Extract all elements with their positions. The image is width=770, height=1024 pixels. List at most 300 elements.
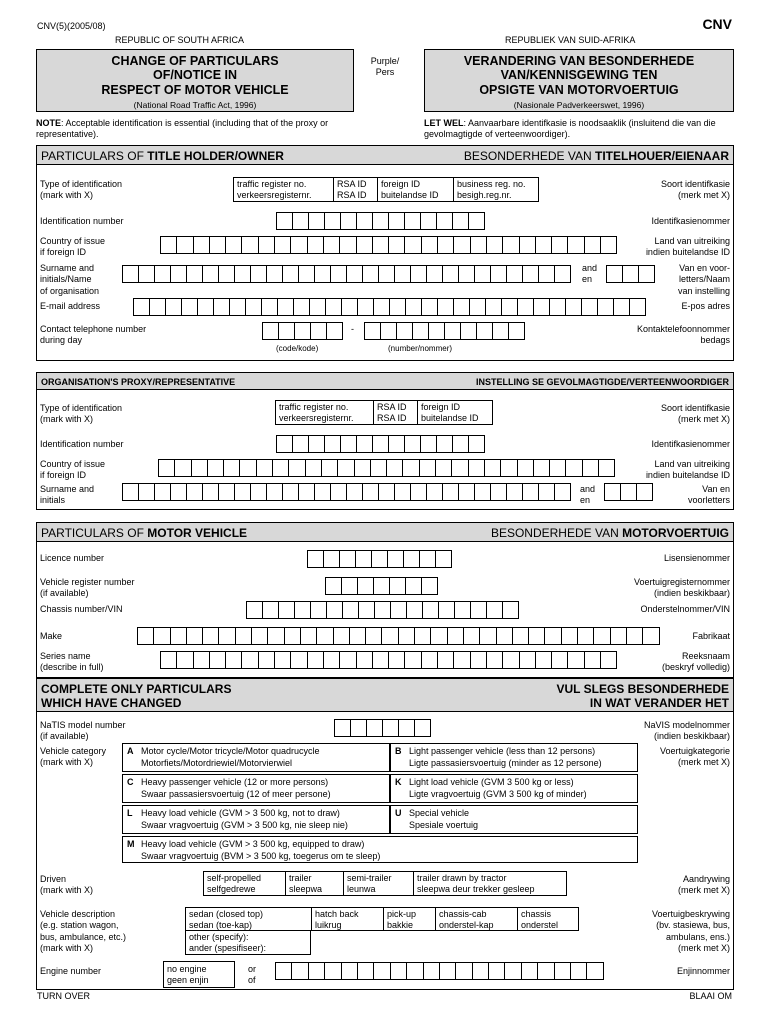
char-cell[interactable] [578,627,594,645]
char-cell[interactable] [242,651,258,669]
char-cell[interactable] [355,459,371,477]
proxy-id-option-traffic[interactable]: traffic register no. verkeersregisternr. [276,401,374,424]
char-cell[interactable] [389,435,405,453]
char-cell[interactable] [246,298,262,316]
char-cell[interactable] [325,212,341,230]
char-cell[interactable] [322,459,338,477]
char-cell[interactable] [459,483,475,501]
owner-id-option-foreign[interactable]: foreign ID buitelandse ID [378,178,454,201]
char-cell[interactable] [469,212,485,230]
driven-option-semi[interactable]: semi-trailer leunwa [344,872,414,895]
char-cell[interactable] [309,962,325,980]
char-cell[interactable] [342,962,358,980]
char-cell[interactable] [247,601,263,619]
char-cell[interactable] [464,627,480,645]
char-cell[interactable] [240,459,256,477]
char-cell[interactable] [406,298,422,316]
char-cell[interactable] [566,298,582,316]
char-cell[interactable] [415,627,431,645]
chassis-number-field[interactable] [246,601,519,619]
char-cell[interactable] [507,265,523,283]
proxy-id-number-field[interactable] [276,435,485,453]
char-cell[interactable] [388,550,404,568]
char-cell[interactable] [294,298,310,316]
char-cell[interactable] [327,601,343,619]
owner-phone-code-field[interactable] [262,322,343,340]
char-cell[interactable] [623,265,639,283]
char-cell[interactable] [291,651,307,669]
proxy-country-field[interactable] [158,459,615,477]
char-cell[interactable] [387,459,403,477]
char-cell[interactable] [422,577,438,595]
category-l[interactable]: L Heavy load vehicle (GVM > 3 500 kg, not to draw) Swaar vragvoertuig (GVM > 3 500 kg, nie sleep nie) [122,805,390,834]
char-cell[interactable] [427,265,443,283]
char-cell[interactable] [505,962,521,980]
char-cell[interactable] [381,322,397,340]
licence-number-field[interactable] [307,550,452,568]
char-cell[interactable] [491,265,507,283]
desc-option-other[interactable]: other (specify): ander (spesifiseer): [185,931,311,955]
char-cell[interactable] [470,298,486,316]
char-cell[interactable] [621,483,637,501]
char-cell[interactable] [585,651,601,669]
char-cell[interactable] [299,265,315,283]
char-cell[interactable] [334,627,350,645]
char-cell[interactable] [263,601,279,619]
char-cell[interactable] [257,459,273,477]
char-cell[interactable] [424,962,440,980]
char-cell[interactable] [520,651,536,669]
char-cell[interactable] [366,627,382,645]
char-cell[interactable] [536,236,552,254]
char-cell[interactable] [379,483,395,501]
char-cell[interactable] [154,627,170,645]
char-cell[interactable] [275,236,291,254]
char-cell[interactable] [454,298,470,316]
char-cell[interactable] [566,459,582,477]
char-cell[interactable] [583,459,599,477]
category-k[interactable]: K Light load vehicle (GVM 3 500 kg or less) Ligte vragvoertuig (GVM 3 500 kg of minder) [390,774,638,803]
char-cell[interactable] [403,459,419,477]
char-cell[interactable] [448,627,464,645]
driven-option-trailer[interactable]: trailer sleepwa [286,872,344,895]
char-cell[interactable] [358,962,374,980]
char-cell[interactable] [340,550,356,568]
char-cell[interactable] [177,651,193,669]
char-cell[interactable] [315,483,331,501]
char-cell[interactable] [399,719,415,737]
char-cell[interactable] [637,483,653,501]
char-cell[interactable] [308,651,324,669]
char-cell[interactable] [585,236,601,254]
no-engine-option[interactable]: no engine geen enjin [163,961,235,988]
char-cell[interactable] [562,627,578,645]
category-m[interactable]: M Heavy load vehicle (GVM > 3 500 kg, equipped to draw) Swaar vragvoertuig (BVM > 3 500 kg, toegerus om te sleep) [122,836,638,863]
char-cell[interactable] [389,236,405,254]
char-cell[interactable] [326,577,342,595]
char-cell[interactable] [283,483,299,501]
char-cell[interactable] [324,236,340,254]
char-cell[interactable] [123,265,139,283]
char-cell[interactable] [182,298,198,316]
char-cell[interactable] [406,577,422,595]
char-cell[interactable] [568,651,584,669]
char-cell[interactable] [423,601,439,619]
char-cell[interactable] [405,236,421,254]
char-cell[interactable] [391,962,407,980]
char-cell[interactable] [138,627,154,645]
char-cell[interactable] [342,577,358,595]
char-cell[interactable] [486,298,502,316]
char-cell[interactable] [295,601,311,619]
char-cell[interactable] [469,459,485,477]
char-cell[interactable] [299,483,315,501]
char-cell[interactable] [356,550,372,568]
char-cell[interactable] [374,577,390,595]
char-cell[interactable] [324,651,340,669]
char-cell[interactable] [373,236,389,254]
char-cell[interactable] [611,627,627,645]
char-cell[interactable] [477,322,493,340]
owner-phone-number-field[interactable] [364,322,525,340]
category-c[interactable]: C Heavy passenger vehicle (12 or more persons) Swaar passasiersvoertuig (12 of meer persone) [122,774,390,803]
char-cell[interactable] [291,236,307,254]
char-cell[interactable] [327,322,343,340]
char-cell[interactable] [497,627,513,645]
char-cell[interactable] [306,459,322,477]
char-cell[interactable] [293,435,309,453]
proxy-id-option-foreign[interactable]: foreign ID buitelandse ID [421,402,479,424]
char-cell[interactable] [627,627,643,645]
char-cell[interactable] [285,627,301,645]
char-cell[interactable] [373,435,389,453]
char-cell[interactable] [251,265,267,283]
char-cell[interactable] [295,322,311,340]
char-cell[interactable] [324,550,340,568]
char-cell[interactable] [194,651,210,669]
char-cell[interactable] [545,627,561,645]
char-cell[interactable] [343,601,359,619]
char-cell[interactable] [326,298,342,316]
char-cell[interactable] [489,962,505,980]
char-cell[interactable] [251,483,267,501]
owner-id-option-traffic[interactable]: traffic register no. verkeersregisternr. [234,178,334,201]
char-cell[interactable] [267,483,283,501]
char-cell[interactable] [390,298,406,316]
char-cell[interactable] [480,627,496,645]
char-cell[interactable] [421,212,437,230]
char-cell[interactable] [429,322,445,340]
char-cell[interactable] [536,651,552,669]
char-cell[interactable] [374,298,390,316]
series-field[interactable] [160,651,617,669]
char-cell[interactable] [421,435,437,453]
char-cell[interactable] [471,236,487,254]
char-cell[interactable] [405,212,421,230]
make-field[interactable] [137,627,660,645]
char-cell[interactable] [236,627,252,645]
char-cell[interactable] [159,459,175,477]
char-cell[interactable] [219,627,235,645]
char-cell[interactable] [534,459,550,477]
char-cell[interactable] [436,550,452,568]
char-cell[interactable] [582,298,598,316]
char-cell[interactable] [456,962,472,980]
char-cell[interactable] [469,435,485,453]
char-cell[interactable] [373,651,389,669]
char-cell[interactable] [487,651,503,669]
char-cell[interactable] [461,322,477,340]
char-cell[interactable] [155,265,171,283]
char-cell[interactable] [309,435,325,453]
desc-option-pickup[interactable]: pick-up bakkie [384,908,436,930]
char-cell[interactable] [503,236,519,254]
char-cell[interactable] [357,651,373,669]
char-cell[interactable] [389,212,405,230]
char-cell[interactable] [391,601,407,619]
char-cell[interactable] [341,212,357,230]
char-cell[interactable] [502,298,518,316]
char-cell[interactable] [210,651,226,669]
char-cell[interactable] [277,212,293,230]
char-cell[interactable] [308,236,324,254]
char-cell[interactable] [550,459,566,477]
char-cell[interactable] [342,298,358,316]
char-cell[interactable] [208,459,224,477]
char-cell[interactable] [341,435,357,453]
char-cell[interactable] [439,601,455,619]
char-cell[interactable] [177,236,193,254]
char-cell[interactable] [522,962,538,980]
char-cell[interactable] [347,265,363,283]
desc-option-sedan[interactable]: sedan (closed top) sedan (toe-kap) [186,908,312,930]
char-cell[interactable] [630,298,646,316]
char-cell[interactable] [487,236,503,254]
char-cell[interactable] [529,627,545,645]
driven-option-tractor[interactable]: trailer drawn by tractor sleepwa deur trekker gesleep [417,873,535,895]
char-cell[interactable] [452,459,468,477]
char-cell[interactable] [395,483,411,501]
char-cell[interactable] [550,298,566,316]
char-cell[interactable] [161,236,177,254]
char-cell[interactable] [187,265,203,283]
owner-initials-field[interactable] [606,265,655,283]
char-cell[interactable] [279,601,295,619]
char-cell[interactable] [420,550,436,568]
char-cell[interactable] [325,435,341,453]
char-cell[interactable] [605,483,621,501]
char-cell[interactable] [226,651,242,669]
char-cell[interactable] [268,627,284,645]
char-cell[interactable] [214,298,230,316]
char-cell[interactable] [453,212,469,230]
char-cell[interactable] [123,483,139,501]
char-cell[interactable] [367,719,383,737]
char-cell[interactable] [471,651,487,669]
char-cell[interactable] [375,601,391,619]
char-cell[interactable] [389,651,405,669]
char-cell[interactable] [437,212,453,230]
char-cell[interactable] [475,483,491,501]
owner-surname-field[interactable] [122,265,571,283]
char-cell[interactable] [171,483,187,501]
char-cell[interactable] [501,459,517,477]
char-cell[interactable] [259,651,275,669]
category-u[interactable]: U Special vehicle Spesiale voertuig [390,805,638,834]
char-cell[interactable] [485,459,501,477]
char-cell[interactable] [311,322,327,340]
char-cell[interactable] [390,577,406,595]
char-cell[interactable] [459,265,475,283]
char-cell[interactable] [262,298,278,316]
char-cell[interactable] [317,627,333,645]
char-cell[interactable] [422,651,438,669]
char-cell[interactable] [520,236,536,254]
char-cell[interactable] [166,298,182,316]
char-cell[interactable] [235,483,251,501]
char-cell[interactable] [552,651,568,669]
char-cell[interactable] [438,298,454,316]
char-cell[interactable] [539,265,555,283]
char-cell[interactable] [293,212,309,230]
char-cell[interactable] [405,651,421,669]
char-cell[interactable] [471,601,487,619]
char-cell[interactable] [427,483,443,501]
driven-option-self[interactable]: self-propelled selfgedrewe [204,872,286,895]
char-cell[interactable] [503,651,519,669]
char-cell[interactable] [283,265,299,283]
char-cell[interactable] [134,298,150,316]
char-cell[interactable] [219,265,235,283]
char-cell[interactable] [347,483,363,501]
char-cell[interactable] [415,719,431,737]
char-cell[interactable] [310,298,326,316]
char-cell[interactable] [350,627,366,645]
owner-id-option-rsa[interactable]: RSA ID RSA ID [334,178,378,201]
char-cell[interactable] [335,719,351,737]
char-cell[interactable] [331,265,347,283]
char-cell[interactable] [219,483,235,501]
char-cell[interactable] [359,601,375,619]
char-cell[interactable] [276,962,292,980]
char-cell[interactable] [308,550,324,568]
char-cell[interactable] [363,265,379,283]
char-cell[interactable] [203,627,219,645]
char-cell[interactable] [443,483,459,501]
char-cell[interactable] [351,719,367,737]
char-cell[interactable] [601,236,617,254]
char-cell[interactable] [338,459,354,477]
char-cell[interactable] [277,435,293,453]
char-cell[interactable] [491,483,507,501]
char-cell[interactable] [607,265,623,283]
char-cell[interactable] [292,962,308,980]
char-cell[interactable] [279,322,295,340]
char-cell[interactable] [455,601,471,619]
char-cell[interactable] [373,212,389,230]
char-cell[interactable] [518,298,534,316]
char-cell[interactable] [301,627,317,645]
char-cell[interactable] [309,212,325,230]
owner-id-number-field[interactable] [276,212,485,230]
char-cell[interactable] [235,265,251,283]
char-cell[interactable] [363,483,379,501]
char-cell[interactable] [395,265,411,283]
char-cell[interactable] [358,298,374,316]
proxy-initials-field[interactable] [604,483,653,501]
char-cell[interactable] [539,483,555,501]
char-cell[interactable] [614,298,630,316]
char-cell[interactable] [357,236,373,254]
char-cell[interactable] [598,298,614,316]
char-cell[interactable] [210,236,226,254]
char-cell[interactable] [275,651,291,669]
char-cell[interactable] [594,627,610,645]
char-cell[interactable] [379,265,395,283]
char-cell[interactable] [139,483,155,501]
char-cell[interactable] [643,627,659,645]
char-cell[interactable] [454,236,470,254]
char-cell[interactable] [315,265,331,283]
char-cell[interactable] [372,550,388,568]
engine-number-field[interactable] [275,962,604,980]
char-cell[interactable] [404,550,420,568]
proxy-surname-field[interactable] [122,483,571,501]
char-cell[interactable] [443,265,459,283]
char-cell[interactable] [599,459,615,477]
char-cell[interactable] [538,962,554,980]
char-cell[interactable] [374,962,390,980]
char-cell[interactable] [203,483,219,501]
char-cell[interactable] [192,459,208,477]
char-cell[interactable] [155,483,171,501]
char-cell[interactable] [357,435,373,453]
char-cell[interactable] [555,962,571,980]
char-cell[interactable] [518,459,534,477]
char-cell[interactable] [503,601,519,619]
desc-option-chassis-cab[interactable]: chassis-cab onderstel-kap [436,908,518,930]
char-cell[interactable] [438,236,454,254]
char-cell[interactable] [571,962,587,980]
char-cell[interactable] [382,627,398,645]
char-cell[interactable] [601,651,617,669]
char-cell[interactable] [139,265,155,283]
char-cell[interactable] [331,483,347,501]
char-cell[interactable] [407,601,423,619]
char-cell[interactable] [411,483,427,501]
char-cell[interactable] [278,298,294,316]
natis-field[interactable] [334,719,431,737]
char-cell[interactable] [194,236,210,254]
char-cell[interactable] [325,962,341,980]
char-cell[interactable] [171,627,187,645]
char-cell[interactable] [587,962,603,980]
char-cell[interactable] [242,236,258,254]
char-cell[interactable] [187,627,203,645]
char-cell[interactable] [407,962,423,980]
char-cell[interactable] [509,322,525,340]
char-cell[interactable] [411,265,427,283]
char-cell[interactable] [552,236,568,254]
char-cell[interactable] [475,265,491,283]
char-cell[interactable] [422,236,438,254]
char-cell[interactable] [175,459,191,477]
char-cell[interactable] [161,651,177,669]
char-cell[interactable] [440,962,456,980]
char-cell[interactable] [397,322,413,340]
desc-option-chassis[interactable]: chassis onderstel [521,909,559,931]
char-cell[interactable] [198,298,214,316]
